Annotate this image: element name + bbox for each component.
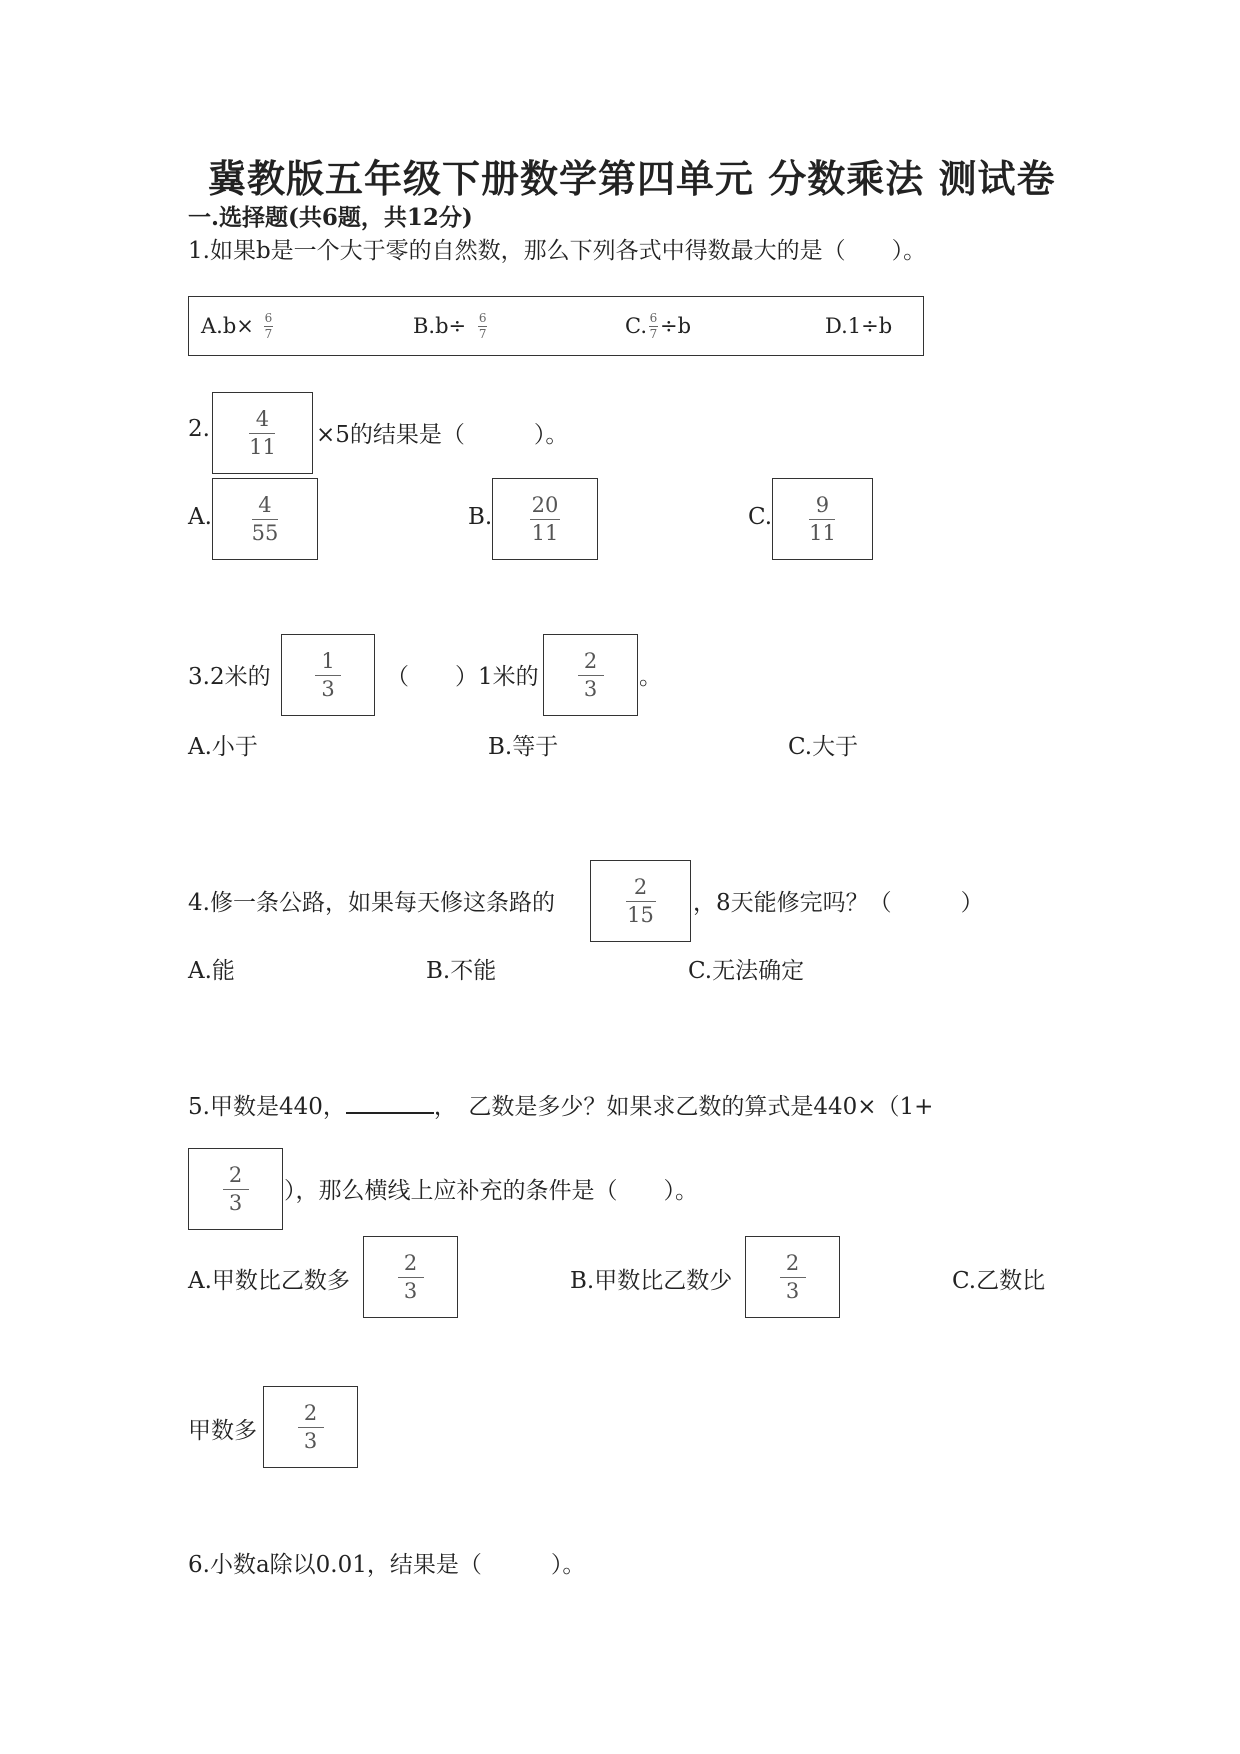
fraction-image	[188, 1148, 283, 1230]
question-5-line-1	[188, 1088, 933, 1121]
answer-blank-line[interactable]	[346, 1092, 434, 1114]
fraction	[223, 1164, 249, 1213]
q4-option-a[interactable]: A.能	[188, 958, 235, 984]
question-3-suffix: 。	[639, 664, 662, 690]
numerator: 9	[815, 493, 830, 518]
q1-option-d-label: D.1÷b	[825, 314, 893, 338]
question-3-prefix: 3.2米的	[188, 664, 271, 690]
fraction	[530, 494, 560, 543]
question-1-options-box	[188, 296, 924, 356]
fraction-bar	[780, 1277, 806, 1278]
denominator: 3	[321, 676, 335, 701]
question-1-text: 1.如果b是一个大于零的自然数，那么下列各式中得数最大的是（ ）。	[188, 238, 927, 264]
question-5-line-2: ），那么横线上应补充的条件是（ ）。	[284, 1178, 698, 1204]
numerator: 2	[785, 1251, 800, 1276]
q3-option-b[interactable]: B.等于	[488, 734, 559, 760]
q2-option-a-label[interactable]: A.	[188, 504, 212, 530]
fraction-bar	[626, 901, 656, 902]
fraction-image	[281, 634, 375, 716]
numerator: 4	[258, 493, 272, 518]
denominator: 11	[531, 520, 559, 545]
fraction	[252, 494, 279, 543]
fraction-bar	[398, 1277, 424, 1278]
denominator: 11	[249, 434, 276, 459]
numerator: 6	[649, 310, 658, 325]
fraction-bar	[578, 675, 604, 676]
denominator: 7	[478, 326, 487, 341]
fraction-bar	[298, 1427, 324, 1428]
q1-option-a[interactable]	[201, 297, 273, 355]
q2-option-c-label[interactable]: C.	[748, 504, 773, 530]
numerator: 20	[531, 493, 559, 518]
q4-option-c[interactable]: C.无法确定	[688, 958, 805, 984]
fraction-image	[212, 478, 318, 560]
denominator: 11	[809, 520, 836, 545]
fraction-bar	[223, 1189, 249, 1190]
fraction	[809, 494, 836, 543]
denominator: 3	[303, 1428, 318, 1453]
question-3-middle: （ ）1米的	[386, 664, 539, 690]
fraction	[264, 312, 273, 340]
fraction	[578, 650, 604, 699]
question-2-text: ×5的结果是（ ）。	[316, 422, 569, 448]
question-4-suffix: ，8天能修完吗？（ ）	[693, 890, 984, 916]
numerator: 2	[228, 1163, 243, 1188]
q1-option-c-label: C.	[625, 314, 647, 338]
question-5-prefix: 5.甲数是440，	[188, 1094, 346, 1120]
q2-option-b-label[interactable]: B.	[468, 504, 493, 530]
fraction	[298, 1402, 324, 1451]
fraction	[478, 312, 487, 340]
question-6-text: 6.小数a除以0.01，结果是（ ）。	[188, 1552, 586, 1578]
numerator: 2	[303, 1401, 318, 1426]
numerator: 6	[478, 310, 487, 325]
fraction-bar	[252, 519, 278, 520]
denominator: 3	[228, 1190, 243, 1215]
q1-option-c-suffix: ÷b	[660, 314, 692, 338]
fraction-bar	[809, 519, 835, 520]
page-title: 冀教版五年级下册数学第四单元 分数乘法 测试卷	[208, 156, 1056, 201]
q1-option-b-label: B.b÷	[413, 314, 467, 338]
fraction-image	[363, 1236, 458, 1318]
denominator: 3	[583, 676, 598, 701]
denominator: 7	[649, 326, 658, 341]
fraction-image	[492, 478, 598, 560]
fraction-image	[590, 860, 691, 942]
denominator: 7	[264, 326, 273, 341]
fraction-image	[745, 1236, 840, 1318]
numerator: 2	[583, 649, 598, 674]
fraction	[315, 650, 341, 699]
denominator: 3	[403, 1278, 418, 1303]
fraction-image	[772, 478, 873, 560]
denominator: 15	[627, 902, 654, 927]
question-5-line-1-rest: ， 乙数是多少？如果求乙数的算式是440×（1+	[433, 1094, 934, 1120]
q5-option-c-continued: 甲数多	[188, 1418, 257, 1444]
fraction-image	[543, 634, 638, 716]
section-heading: 一.选择题(共6题，共12分)	[188, 204, 473, 231]
q1-option-a-label: A.b×	[201, 314, 254, 338]
question-4-prefix: 4.修一条公路，如果每天修这条路的	[188, 890, 555, 916]
fraction-bar	[530, 519, 560, 520]
q4-option-b[interactable]: B.不能	[426, 958, 497, 984]
fraction	[649, 312, 658, 340]
numerator: 4	[255, 407, 270, 432]
denominator: 3	[785, 1278, 800, 1303]
fraction	[398, 1252, 424, 1301]
numerator: 2	[403, 1251, 418, 1276]
fraction	[780, 1252, 806, 1301]
q3-option-a[interactable]: A.小于	[188, 734, 258, 760]
fraction-bar	[249, 433, 275, 434]
fraction-image	[212, 392, 313, 474]
fraction-image	[263, 1386, 358, 1468]
q5-option-b-label[interactable]: B.甲数比乙数少	[570, 1268, 733, 1294]
numerator: 2	[633, 875, 648, 900]
question-2-number: 2.	[188, 416, 210, 442]
q1-option-b[interactable]	[413, 297, 487, 355]
fraction	[626, 876, 656, 925]
fraction-bar	[315, 675, 341, 676]
q3-option-c[interactable]: C.大于	[788, 734, 859, 760]
q1-option-c[interactable]	[625, 297, 691, 355]
numerator: 6	[264, 310, 273, 325]
fraction	[249, 408, 276, 457]
q1-option-d[interactable]	[825, 297, 892, 355]
denominator: 55	[251, 520, 279, 545]
q5-option-c-label[interactable]: C.乙数比	[952, 1268, 1046, 1294]
q5-option-a-label[interactable]: A.甲数比乙数多	[188, 1268, 350, 1294]
numerator: 1	[321, 649, 335, 674]
